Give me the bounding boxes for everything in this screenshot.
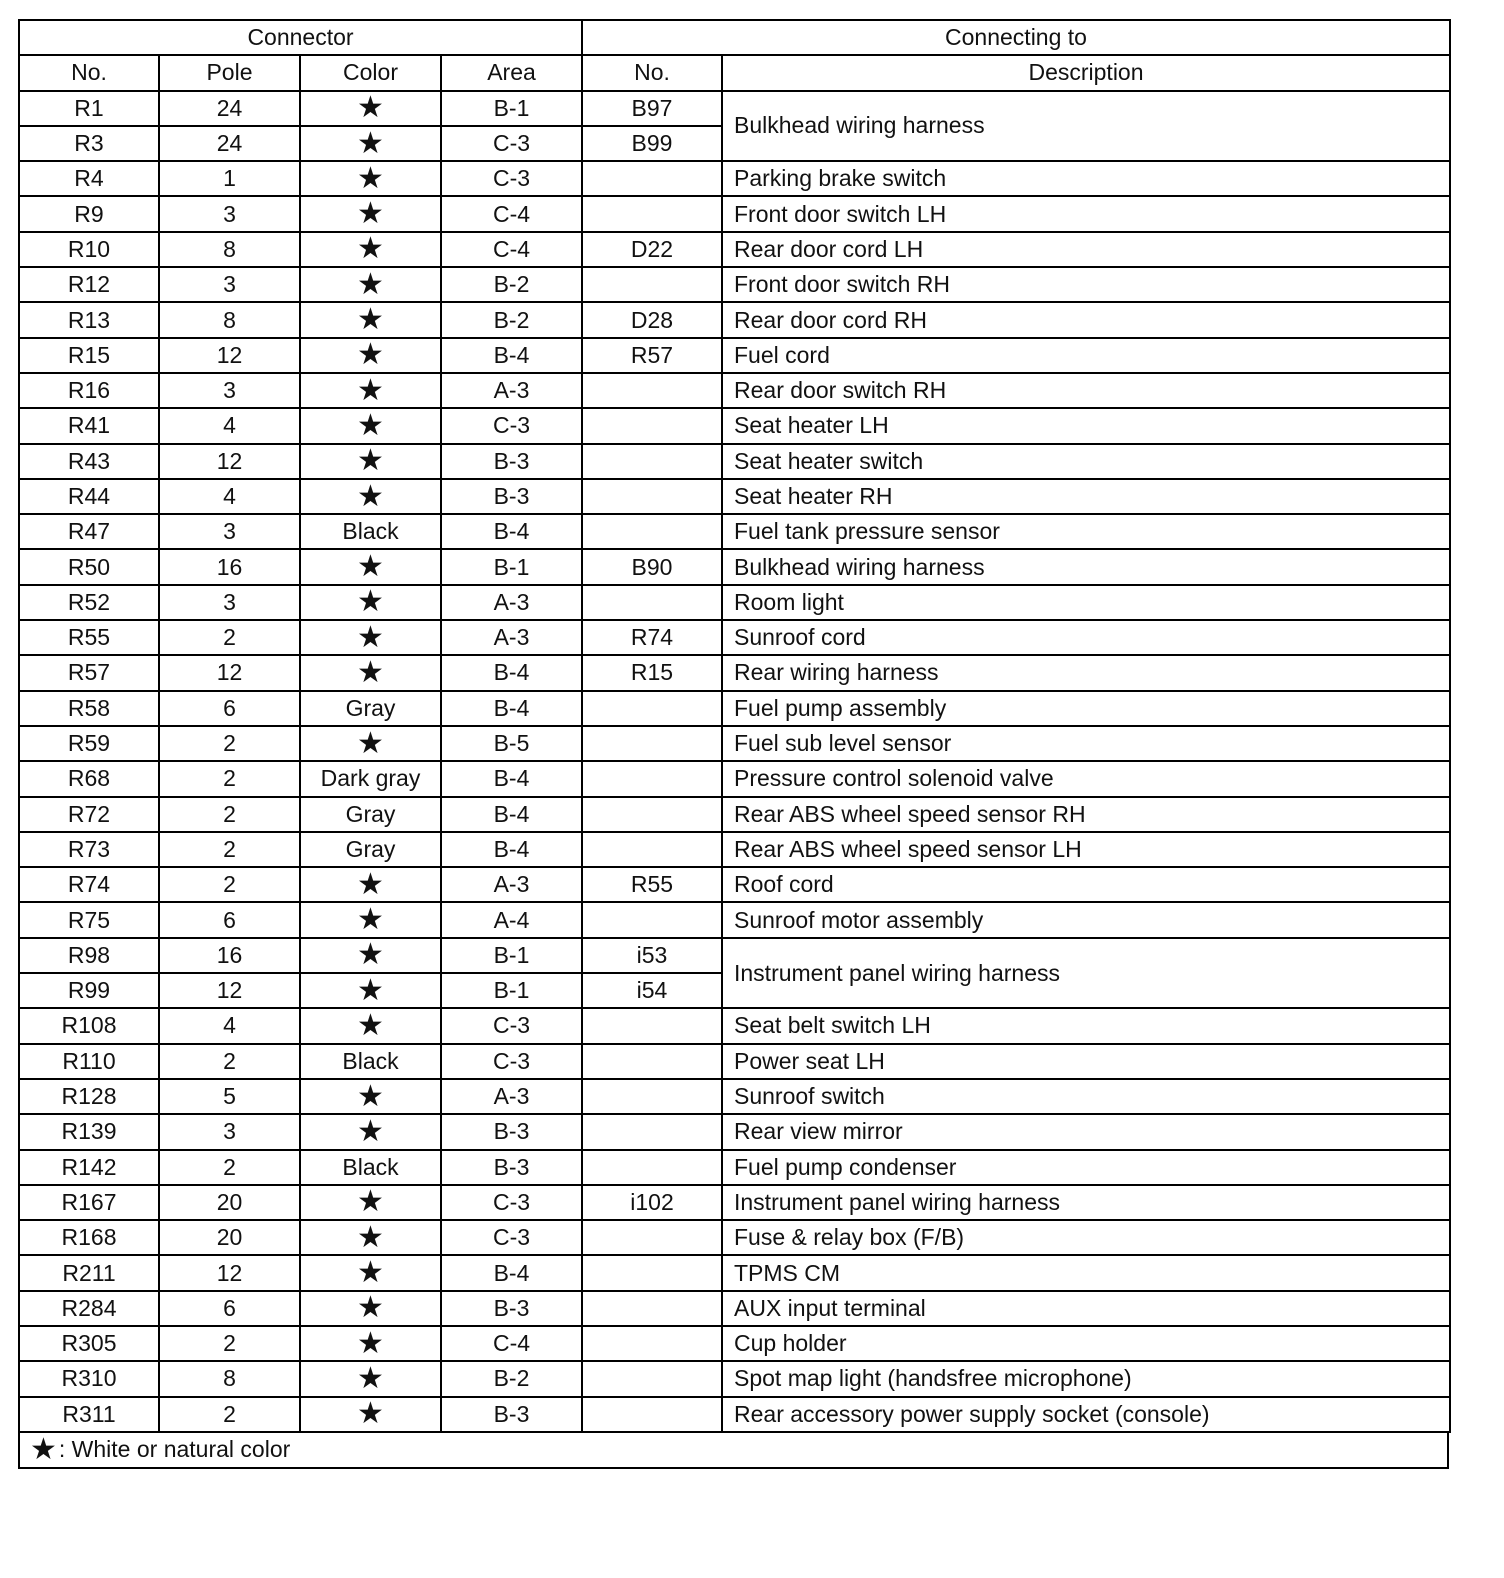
star-icon: ★ [300,1185,441,1220]
cell-pole: 2 [159,761,300,796]
column-header-conn-no: No. [582,55,722,90]
cell-connector-no: R75 [19,902,159,937]
star-icon: ★ [300,91,441,126]
table-row [19,444,1450,479]
cell-connecting-no [582,726,722,761]
star-icon: ★ [300,1008,441,1043]
cell-connector-no: R47 [19,514,159,549]
table-row [19,338,1450,373]
column-header-pole: Pole [159,55,300,90]
cell-connecting-no [582,267,722,302]
cell-area: B-3 [441,1150,582,1185]
cell-connecting-no: R57 [582,338,722,373]
column-header-area: Area [441,55,582,90]
cell-description: Rear wiring harness [722,655,1450,690]
cell-description: Instrument panel wiring harness [722,938,1450,1009]
column-header-row [19,55,1450,90]
footnote-text: : White or natural color [58,1436,291,1463]
cell-connector-no: R305 [19,1326,159,1361]
column-header-color: Color [300,55,441,90]
cell-color: Gray [300,797,441,832]
cell-area: A-3 [441,585,582,620]
cell-description: Fuel pump assembly [722,691,1450,726]
cell-connector-no: R52 [19,585,159,620]
cell-area: B-1 [441,938,582,973]
table-row [19,867,1450,902]
cell-area: B-3 [441,479,582,514]
cell-connecting-no [582,1114,722,1149]
cell-connecting-no [582,444,722,479]
cell-description: Cup holder [722,1326,1450,1361]
cell-area: B-3 [441,444,582,479]
cell-connecting-no: i102 [582,1185,722,1220]
cell-pole: 24 [159,91,300,126]
cell-description: Fuel sub level sensor [722,726,1450,761]
cell-description: Bulkhead wiring harness [722,91,1450,162]
cell-connecting-no [582,408,722,443]
table-row [19,1361,1450,1396]
table-row [19,797,1450,832]
group-header-connector: Connector [19,20,582,55]
star-icon: ★ [300,867,441,902]
connector-table [18,19,1451,1433]
cell-connecting-no: B90 [582,549,722,584]
cell-area: B-5 [441,726,582,761]
cell-connecting-no: R55 [582,867,722,902]
cell-description: Pressure control solenoid valve [722,761,1450,796]
cell-description: Rear door switch RH [722,373,1450,408]
cell-connector-no: R4 [19,161,159,196]
cell-description: Seat heater RH [722,479,1450,514]
cell-description: Fuel cord [722,338,1450,373]
cell-pole: 16 [159,549,300,584]
table-row [19,938,1450,973]
cell-connecting-no [582,691,722,726]
star-icon: ★ [300,1361,441,1396]
cell-connecting-no: B97 [582,91,722,126]
cell-area: B-2 [441,267,582,302]
cell-description: Room light [722,585,1450,620]
table-row [19,302,1450,337]
cell-description: Rear view mirror [722,1114,1450,1149]
cell-description: TPMS CM [722,1255,1450,1290]
star-icon: ★ [300,938,441,973]
table-row [19,514,1450,549]
cell-pole: 8 [159,232,300,267]
cell-area: C-3 [441,1008,582,1043]
star-icon: ★ [300,1079,441,1114]
table-row [19,1044,1450,1079]
cell-description: Spot map light (handsfree microphone) [722,1361,1450,1396]
cell-connecting-no: i53 [582,938,722,973]
table-row [19,655,1450,690]
cell-area: A-3 [441,373,582,408]
cell-area: B-3 [441,1114,582,1149]
cell-description: Rear accessory power supply socket (console) [722,1397,1450,1432]
table-row [19,1255,1450,1290]
cell-color: Dark gray [300,761,441,796]
cell-connecting-no [582,761,722,796]
cell-pole: 3 [159,585,300,620]
cell-connecting-no [582,902,722,937]
cell-area: C-3 [441,1044,582,1079]
cell-pole: 2 [159,832,300,867]
column-header-description: Description [722,55,1450,90]
star-icon: ★ [30,1432,57,1466]
star-icon: ★ [300,196,441,231]
cell-connecting-no [582,1397,722,1432]
cell-connecting-no: D28 [582,302,722,337]
cell-connecting-no [582,797,722,832]
cell-pole: 4 [159,1008,300,1043]
star-icon: ★ [300,1326,441,1361]
cell-area: B-2 [441,302,582,337]
cell-connecting-no [582,1150,722,1185]
cell-connecting-no [582,1326,722,1361]
cell-connecting-no [582,1008,722,1043]
table-row [19,832,1450,867]
cell-connector-no: R10 [19,232,159,267]
cell-connector-no: R74 [19,867,159,902]
cell-description: Bulkhead wiring harness [722,549,1450,584]
cell-connecting-no [582,1044,722,1079]
cell-description: Seat belt switch LH [722,1008,1450,1043]
table-row [19,1150,1450,1185]
cell-pole: 3 [159,514,300,549]
cell-connecting-no: D22 [582,232,722,267]
cell-color: Gray [300,832,441,867]
star-icon: ★ [300,1291,441,1326]
cell-connector-no: R168 [19,1220,159,1255]
cell-description: Rear ABS wheel speed sensor RH [722,797,1450,832]
cell-description: AUX input terminal [722,1291,1450,1326]
cell-connecting-no [582,196,722,231]
cell-connector-no: R311 [19,1397,159,1432]
cell-connector-no: R110 [19,1044,159,1079]
star-icon: ★ [300,902,441,937]
cell-area: C-3 [441,1185,582,1220]
cell-connecting-no: R15 [582,655,722,690]
cell-pole: 16 [159,938,300,973]
star-icon: ★ [300,161,441,196]
cell-connector-no: R167 [19,1185,159,1220]
cell-area: C-4 [441,1326,582,1361]
cell-connector-no: R44 [19,479,159,514]
star-icon: ★ [300,1397,441,1432]
cell-description: Fuel pump condenser [722,1150,1450,1185]
cell-description: Fuel tank pressure sensor [722,514,1450,549]
cell-connecting-no [582,585,722,620]
table-row [19,232,1450,267]
cell-pole: 12 [159,655,300,690]
cell-area: B-4 [441,797,582,832]
cell-connector-no: R50 [19,549,159,584]
cell-area: A-3 [441,620,582,655]
cell-pole: 6 [159,1291,300,1326]
table-row [19,620,1450,655]
table-row [19,691,1450,726]
cell-description: Rear ABS wheel speed sensor LH [722,832,1450,867]
table-row [19,479,1450,514]
table-row [19,1220,1450,1255]
table-row [19,1397,1450,1432]
star-icon: ★ [300,549,441,584]
star-icon: ★ [300,479,441,514]
cell-area: A-3 [441,867,582,902]
cell-pole: 4 [159,479,300,514]
cell-pole: 1 [159,161,300,196]
cell-pole: 12 [159,973,300,1008]
table-row [19,726,1450,761]
table-row [19,408,1450,443]
group-header-connecting-to: Connecting to [582,20,1450,55]
cell-pole: 3 [159,373,300,408]
table-row [19,1008,1450,1043]
cell-area: B-4 [441,691,582,726]
cell-connector-no: R12 [19,267,159,302]
cell-area: C-3 [441,1220,582,1255]
star-icon: ★ [300,1220,441,1255]
cell-pole: 2 [159,1397,300,1432]
cell-pole: 3 [159,1114,300,1149]
cell-pole: 12 [159,1255,300,1290]
cell-connector-no: R73 [19,832,159,867]
star-icon: ★ [300,620,441,655]
cell-pole: 12 [159,338,300,373]
star-icon: ★ [300,973,441,1008]
cell-connecting-no [582,1291,722,1326]
cell-area: C-4 [441,196,582,231]
star-icon: ★ [300,267,441,302]
cell-connector-no: R310 [19,1361,159,1396]
cell-area: B-3 [441,1397,582,1432]
cell-area: B-4 [441,1255,582,1290]
cell-pole: 2 [159,867,300,902]
star-icon: ★ [300,373,441,408]
cell-description: Front door switch LH [722,196,1450,231]
star-icon: ★ [300,1255,441,1290]
cell-pole: 6 [159,691,300,726]
table-row [19,1185,1450,1220]
cell-description: Parking brake switch [722,161,1450,196]
cell-connector-no: R41 [19,408,159,443]
cell-area: B-3 [441,1291,582,1326]
cell-area: B-2 [441,1361,582,1396]
cell-pole: 5 [159,1079,300,1114]
cell-connector-no: R55 [19,620,159,655]
star-icon: ★ [300,408,441,443]
star-icon: ★ [300,655,441,690]
table-row [19,373,1450,408]
table-body [19,91,1450,1432]
cell-area: C-3 [441,126,582,161]
cell-description: Front door switch RH [722,267,1450,302]
cell-pole: 3 [159,267,300,302]
table-row [19,161,1450,196]
cell-connector-no: R43 [19,444,159,479]
cell-connector-no: R57 [19,655,159,690]
table-row [19,549,1450,584]
star-icon: ★ [300,444,441,479]
cell-connecting-no [582,1220,722,1255]
cell-description: Sunroof switch [722,1079,1450,1114]
group-header-row [19,20,1450,55]
cell-connector-no: R211 [19,1255,159,1290]
cell-connecting-no [582,1255,722,1290]
table-row [19,761,1450,796]
cell-color: Black [300,1044,441,1079]
star-icon: ★ [300,126,441,161]
cell-description: Sunroof motor assembly [722,902,1450,937]
table-row [19,1291,1450,1326]
cell-connector-no: R3 [19,126,159,161]
cell-connecting-no [582,1361,722,1396]
cell-area: B-1 [441,973,582,1008]
cell-connector-no: R98 [19,938,159,973]
table-row [19,196,1450,231]
cell-color: Gray [300,691,441,726]
cell-connector-no: R9 [19,196,159,231]
cell-area: C-3 [441,408,582,443]
cell-connecting-no: B99 [582,126,722,161]
table-row [19,1079,1450,1114]
table-row [19,902,1450,937]
cell-connector-no: R13 [19,302,159,337]
table-row [19,1326,1450,1361]
table-row [19,585,1450,620]
cell-description: Instrument panel wiring harness [722,1185,1450,1220]
cell-description: Power seat LH [722,1044,1450,1079]
cell-pole: 6 [159,902,300,937]
cell-area: B-1 [441,91,582,126]
cell-description: Roof cord [722,867,1450,902]
cell-connecting-no [582,161,722,196]
cell-pole: 24 [159,126,300,161]
cell-description: Seat heater LH [722,408,1450,443]
cell-pole: 20 [159,1220,300,1255]
cell-pole: 8 [159,302,300,337]
cell-connector-no: R142 [19,1150,159,1185]
cell-area: B-4 [441,338,582,373]
cell-connector-no: R99 [19,973,159,1008]
cell-area: A-3 [441,1079,582,1114]
star-icon: ★ [300,585,441,620]
cell-description: Rear door cord RH [722,302,1450,337]
cell-connector-no: R59 [19,726,159,761]
star-icon: ★ [300,338,441,373]
cell-connector-no: R58 [19,691,159,726]
cell-pole: 3 [159,196,300,231]
cell-pole: 2 [159,797,300,832]
footnote [18,1433,1449,1469]
column-header-no: No. [19,55,159,90]
cell-pole: 20 [159,1185,300,1220]
cell-connector-no: R1 [19,91,159,126]
cell-connecting-no: R74 [582,620,722,655]
star-icon: ★ [300,302,441,337]
cell-pole: 2 [159,620,300,655]
cell-connecting-no: i54 [582,973,722,1008]
cell-area: B-4 [441,655,582,690]
cell-area: B-1 [441,549,582,584]
cell-connecting-no [582,479,722,514]
table-row [19,91,1450,126]
table-row [19,267,1450,302]
cell-area: C-4 [441,232,582,267]
cell-area: C-3 [441,161,582,196]
cell-area: B-4 [441,832,582,867]
cell-connector-no: R68 [19,761,159,796]
cell-area: A-4 [441,902,582,937]
cell-description: Sunroof cord [722,620,1450,655]
star-icon: ★ [300,232,441,267]
connector-table-container [18,19,1449,1469]
cell-area: B-4 [441,761,582,796]
cell-pole: 2 [159,1044,300,1079]
cell-connecting-no [582,373,722,408]
cell-pole: 2 [159,726,300,761]
cell-connector-no: R128 [19,1079,159,1114]
cell-pole: 8 [159,1361,300,1396]
cell-color: Black [300,514,441,549]
cell-connecting-no [582,1079,722,1114]
cell-description: Seat heater switch [722,444,1450,479]
star-icon: ★ [300,1114,441,1149]
cell-pole: 4 [159,408,300,443]
cell-pole: 12 [159,444,300,479]
cell-connecting-no [582,514,722,549]
cell-area: B-4 [441,514,582,549]
cell-connector-no: R139 [19,1114,159,1149]
star-icon: ★ [300,726,441,761]
cell-connector-no: R284 [19,1291,159,1326]
cell-connecting-no [582,832,722,867]
cell-pole: 2 [159,1150,300,1185]
cell-connector-no: R16 [19,373,159,408]
cell-connector-no: R108 [19,1008,159,1043]
cell-connector-no: R15 [19,338,159,373]
cell-color: Black [300,1150,441,1185]
table-row [19,1114,1450,1149]
cell-connector-no: R72 [19,797,159,832]
cell-description: Fuse & relay box (F/B) [722,1220,1450,1255]
cell-description: Rear door cord LH [722,232,1450,267]
cell-pole: 2 [159,1326,300,1361]
